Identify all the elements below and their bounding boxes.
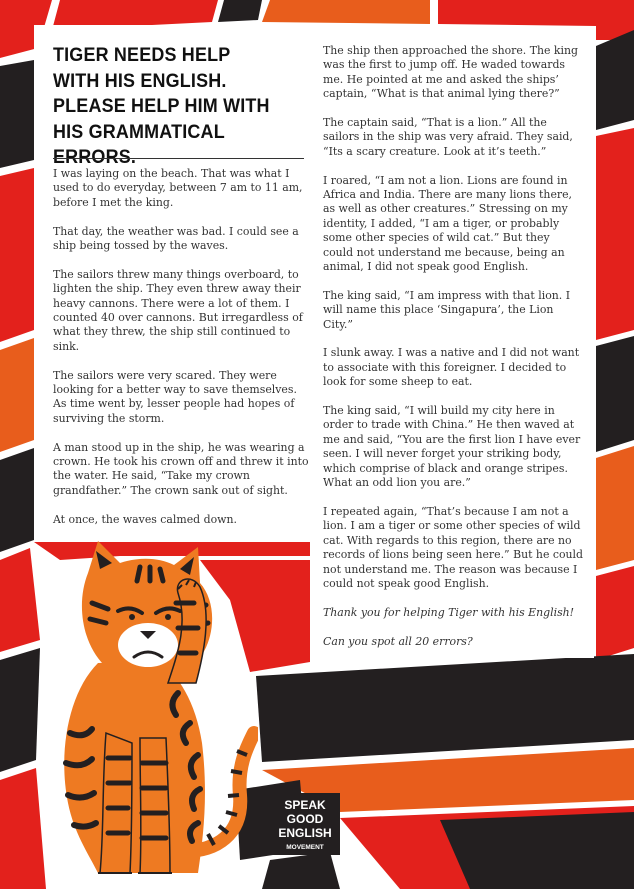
tiger-illustration bbox=[28, 533, 258, 888]
bg-shape bbox=[596, 336, 634, 452]
speak-good-english-logo bbox=[270, 793, 340, 855]
story-paragraph: The sailors were very scared. They were looking for a better way to save themselves. As time went by, lesser people had hopes of surviving the storm. bbox=[53, 368, 297, 425]
bg-shape bbox=[262, 0, 430, 24]
bg-shape bbox=[596, 566, 634, 660]
logo-word: SPEAK bbox=[284, 798, 326, 812]
logo-word: GOOD bbox=[286, 812, 324, 826]
bg-shape bbox=[440, 812, 634, 889]
story-paragraph: The captain said, “That is a lion.” All the sailors in the ship was very afraid. They said, “Its a scary creature. Look at it’s teeth.” bbox=[323, 116, 573, 158]
story-paragraph: The ship then approached the shore. The king was the first to jump off. He waded towards me. He pointed at me and asked the ships’ captain, “What is that animal lying there?” bbox=[323, 44, 578, 101]
bg-shape bbox=[596, 128, 634, 340]
title-line: WITH HIS ENGLISH. bbox=[53, 69, 227, 92]
story-paragraph: I roared, “I am not a lion. Lions are found in Africa and India. There are many lions there, as well as other creatures.” Stressing on my identity, I added, “I am a tiger, or probably some other species of wild cat.” But they could not understand me because, being an animal, I did not speak good English. bbox=[323, 173, 573, 274]
title-line: PLEASE HELP HIM WITH bbox=[53, 95, 270, 117]
story-paragraph: A man stood up in the ship, he was wearing a crown. He took his crown off and threw it into the water. He said, “Take my crown grandfather.” The crown sank out of sight. bbox=[53, 440, 309, 497]
page-title bbox=[53, 43, 288, 171]
bg-shape bbox=[256, 654, 634, 762]
story-paragraph: That day, the weather was bad. I could see a ship being tossed by the waves. bbox=[53, 224, 299, 253]
bg-shape bbox=[596, 30, 634, 130]
story-paragraph: The king said, “I am impress with that lion. I will name this place ‘Singapura’, the Lion City.” bbox=[323, 288, 571, 331]
story-paragraph: The sailors threw many things overboard, to lighten the ship. They even threw away their heavy cannons. There were a lot of them. I counted 40 over cannons. But irregardless of what they threw, the ship still continued to sink. bbox=[53, 267, 303, 353]
bg-shape bbox=[0, 338, 34, 452]
title-line: TIGER NEEDS HELP bbox=[53, 44, 231, 66]
story-paragraph: I slunk away. I was a native and I did not want to associate with this foreigner. I decided to look for some sheep to eat. bbox=[323, 346, 580, 389]
bg-shape bbox=[596, 446, 634, 570]
logo-word: ENGLISH bbox=[278, 826, 332, 840]
story-column-right bbox=[323, 44, 583, 663]
story-paragraph: I repeated again, “That’s because I am not a lion. I am a tiger or some other species of wild cat. With regards to this region, there are no records of lions being seen here.” But he could not understand me. The reason was because I could not speak good English. bbox=[323, 504, 583, 590]
tiger-leg bbox=[100, 733, 132, 873]
tiger-body bbox=[64, 661, 205, 873]
logo-word: MOVEMENT bbox=[286, 844, 324, 851]
bg-shape bbox=[0, 168, 34, 342]
bg-shape bbox=[262, 852, 340, 889]
title-line: HIS GRAMMATICAL ERRORS. bbox=[53, 120, 225, 168]
bg-shape bbox=[218, 0, 262, 22]
closing-thanks: Thank you for helping Tiger with his English! bbox=[323, 605, 575, 619]
title-divider bbox=[53, 158, 304, 159]
story-paragraph: The king said, “I will build my city here in order to trade with China.” He then waved at me and said, “You are the first lion I have ever seen. I will never forget your striking body, which comprise of black and orange stripes. What an odd lion you are.” bbox=[323, 404, 581, 490]
story-column-left bbox=[53, 167, 311, 541]
closing-question: Can you spot all 20 errors? bbox=[323, 634, 473, 648]
story-paragraph: At once, the waves calmed down. bbox=[53, 512, 237, 526]
story-paragraph: I was laying on the beach. That was what I used to do everyday, between 7 am to 11 am, before I met the king. bbox=[53, 167, 303, 209]
bg-shape bbox=[0, 60, 34, 168]
tiger-leg bbox=[140, 738, 170, 873]
